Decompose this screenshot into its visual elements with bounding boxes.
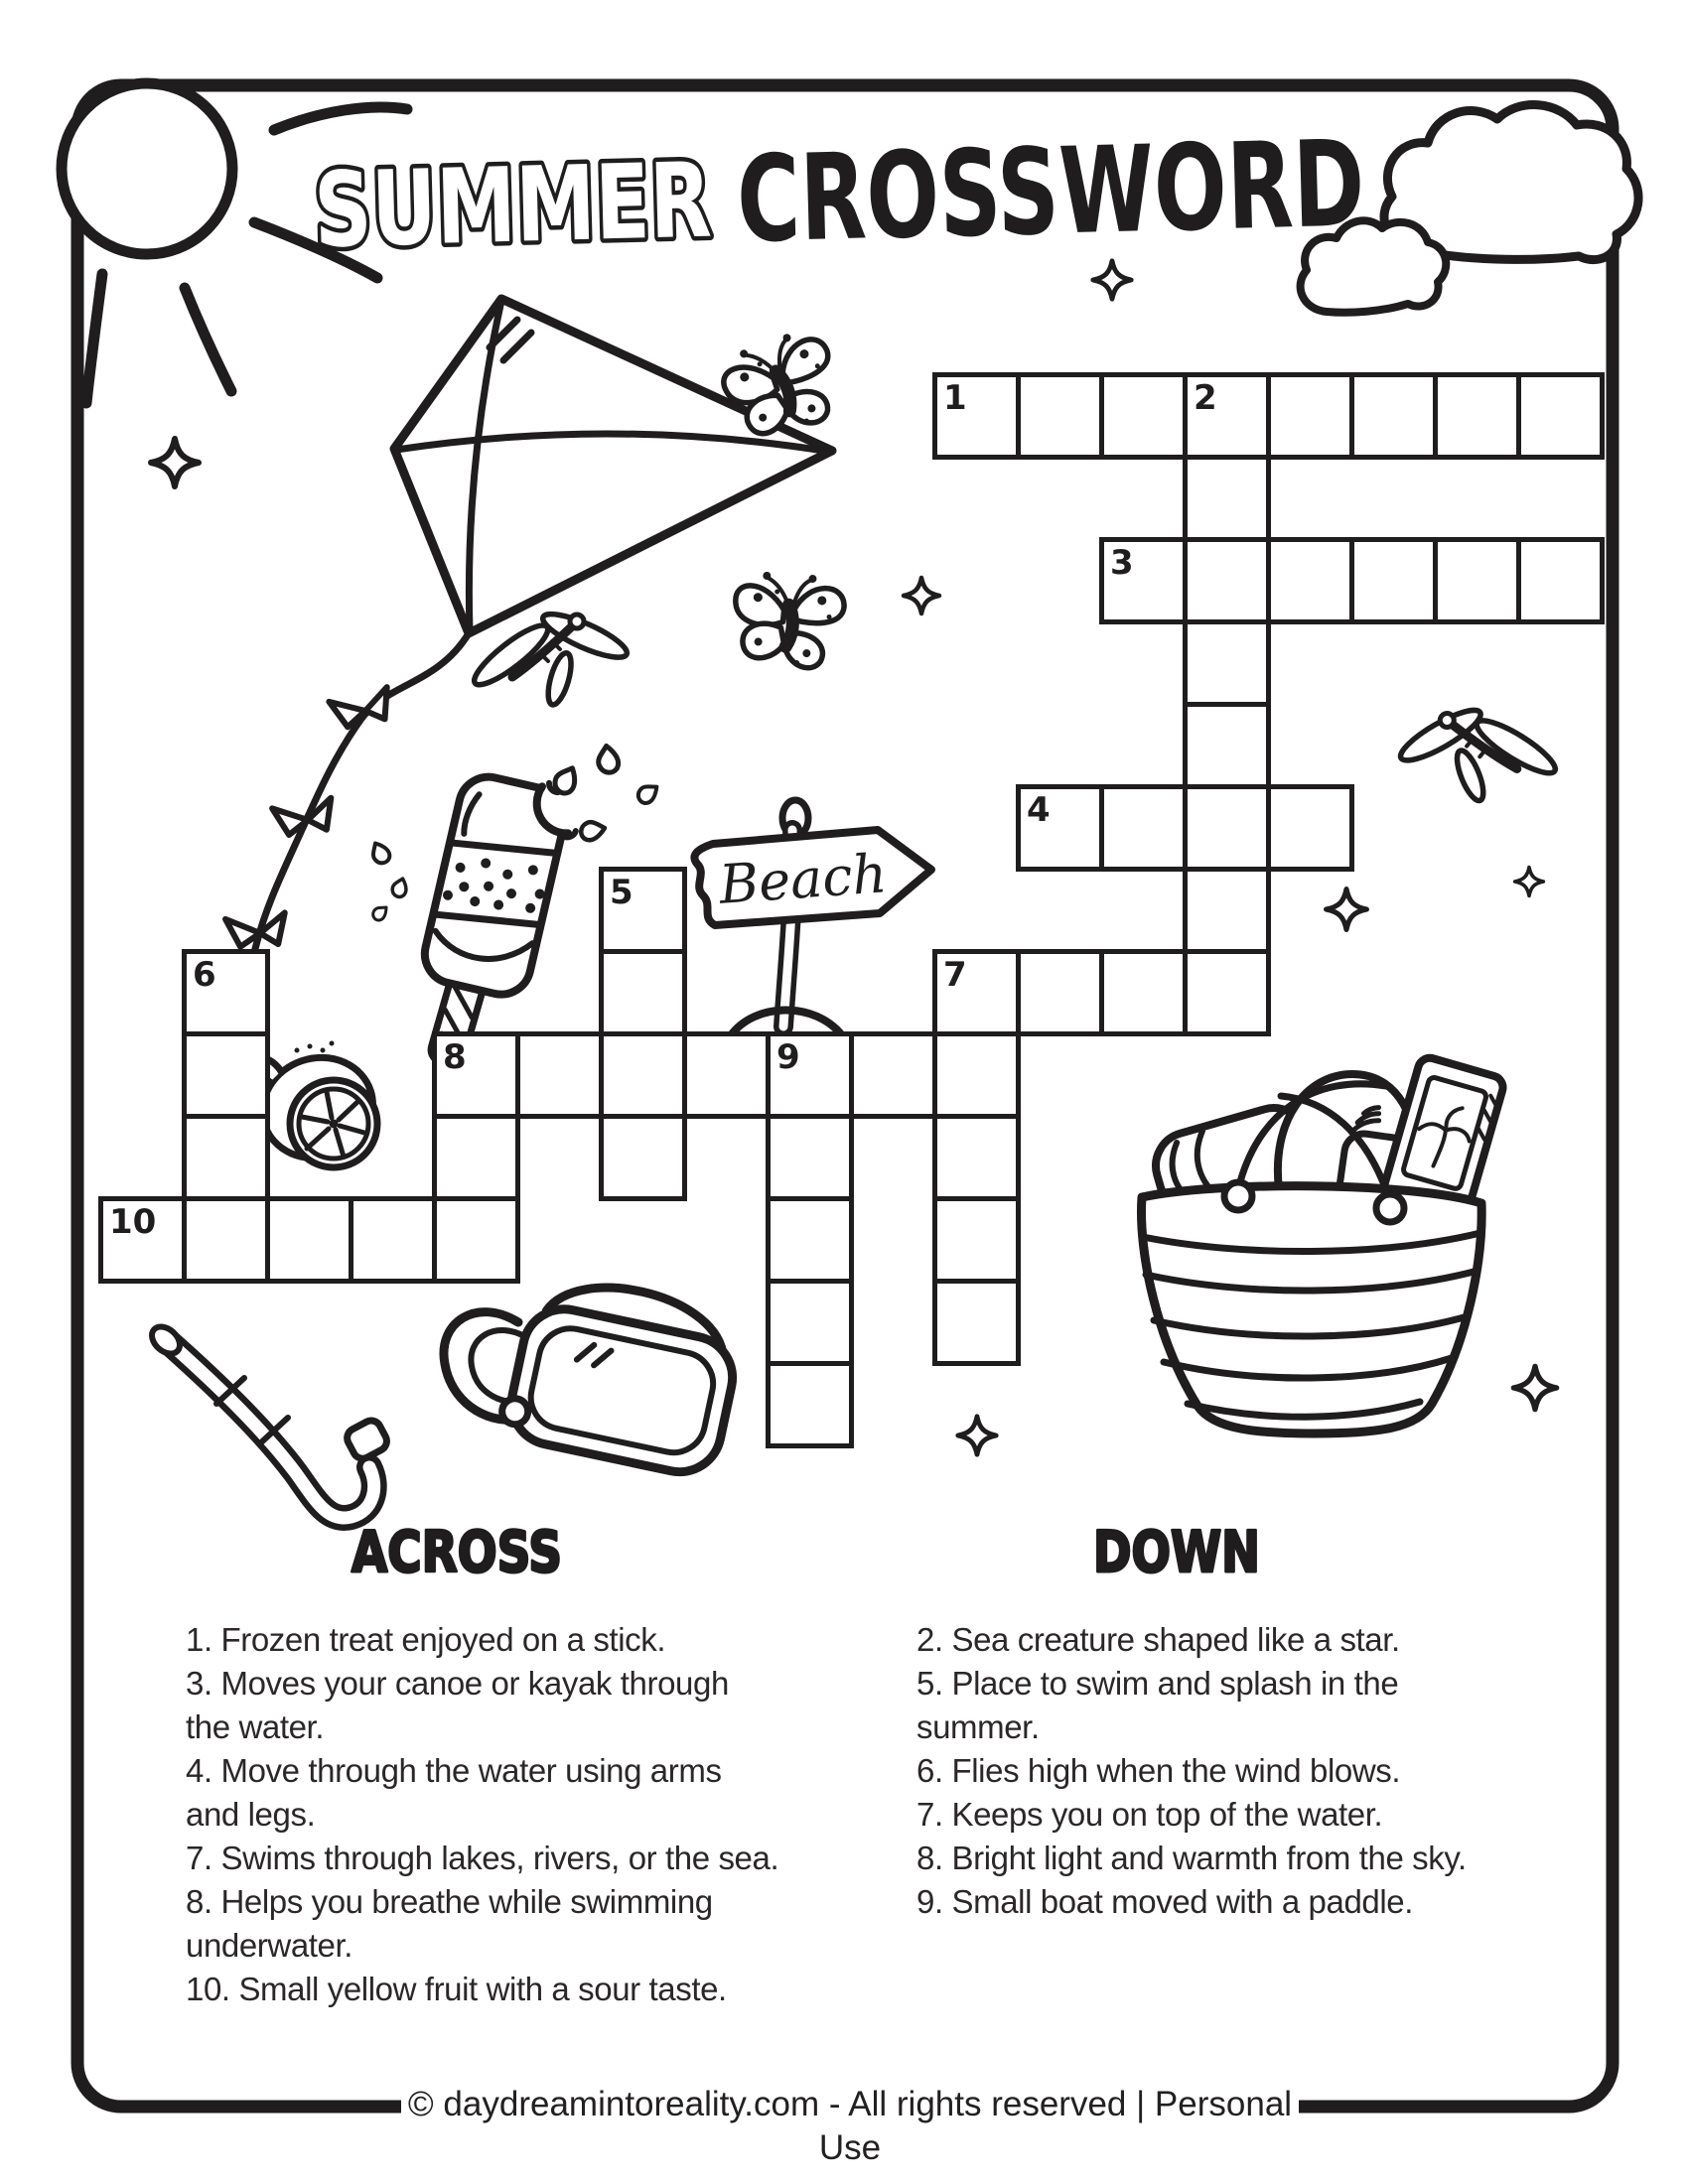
down-heading: DOWN [1093,1520,1260,1585]
clue-line: 1. Frozen treat enjoyed on a stick. [186,1621,666,1658]
clue-line: 9. Small boat moved with a paddle. [916,1883,1414,1920]
grid-cell[interactable] [932,1279,1021,1366]
clue-number: 2 [1194,378,1217,418]
clue-line: 4. Move through the water using arms [186,1752,722,1789]
page-title [312,108,1610,281]
clue-line: underwater. [186,1927,353,1964]
grid-cell[interactable] [932,1031,1021,1119]
beach-bag-icon [1141,1055,1505,1433]
clue-line: 10. Small yellow fruit with a sour taste. [186,1971,727,2007]
sparkle-icon [904,578,939,614]
grid-cell[interactable] [182,1196,270,1284]
grid-cell[interactable] [849,1031,937,1119]
beach-sign-label: Beach [717,842,890,916]
clue-number: 10 [109,1202,157,1242]
clue-line: 7. Swims through lakes, rivers, or the sea. [186,1840,779,1876]
grid-cell[interactable] [599,1114,687,1201]
grid-cell[interactable] [1183,455,1271,542]
grid-cell[interactable] [1266,537,1354,624]
title-word-crossword: CROSSWORD [735,108,1610,270]
clue-line: 3. Moves your canoe or kayak through [186,1665,729,1702]
grid-cell[interactable] [1516,537,1605,624]
clue-line: 5. Place to swim and splash in the [916,1665,1399,1702]
grid-cell[interactable] [1099,784,1188,872]
grid-cell[interactable] [766,1114,854,1201]
clue-line: 6. Flies high when the wind blows. [916,1752,1401,1789]
clue-number: 3 [1110,543,1134,583]
sparkle-icon [1093,261,1131,299]
grid-cell[interactable] [1433,537,1521,624]
grid-cell[interactable] [1266,784,1354,872]
clue-line: summer. [916,1708,1040,1745]
grid-cell[interactable] [1183,784,1271,872]
clue-line: 8. Helps you breathe while swimming [186,1883,713,1920]
clue-number: 9 [776,1037,800,1077]
snorkel-icon [147,1321,390,1518]
grid-cell[interactable] [1349,372,1438,460]
grid-cell[interactable] [349,1196,437,1284]
clue-number: 1 [943,378,967,418]
clue-line: and legs. [186,1796,316,1833]
sparkle-icon [1515,868,1544,896]
footer-credit: © daydreamintoreality.com - All rights reserved | Personal Use [407,2085,1293,2167]
clue-line: 8. Bright light and warmth from the sky. [916,1840,1467,1876]
grid-cell[interactable] [1183,949,1271,1036]
grid-cell[interactable] [766,1196,854,1284]
grid-cell[interactable] [265,1196,353,1284]
grid-cell[interactable] [182,1114,270,1201]
grid-cell[interactable] [682,1031,771,1119]
grid-cell[interactable] [932,1114,1021,1201]
grid-cell[interactable] [766,1279,854,1366]
clue-number: 4 [1027,790,1051,830]
dragonfly-icon [1391,694,1565,811]
clue-number: 6 [193,955,216,995]
grid-cell[interactable] [432,1196,520,1284]
grid-cell[interactable] [1433,372,1521,460]
grid-cell[interactable] [766,1361,854,1448]
across-heading: ACROSS [352,1520,562,1585]
grid-cell[interactable] [1183,867,1271,954]
title-word-summer: SUMMER [312,136,830,271]
grid-cell[interactable] [599,1031,687,1119]
across-clue-list [186,1618,881,2011]
clue-line: 7. Keeps you on top of the water. [916,1796,1383,1833]
beach-sign-icon [694,800,931,1035]
grid-cell[interactable] [1016,372,1104,460]
sparkle-icon [1327,889,1367,930]
clue-number: 5 [610,873,633,912]
sparkle-icon [1513,1366,1556,1409]
grid-cell[interactable] [432,1114,520,1201]
butterfly-icon [726,562,849,672]
down-clue-list [916,1618,1612,1924]
grid-cell[interactable] [932,1196,1021,1284]
kite-icon [198,299,832,1129]
clue-line: the water. [186,1708,325,1745]
clue-line: 2. Sea creature shaped like a star. [916,1621,1400,1658]
grid-cell[interactable] [1099,949,1188,1036]
grid-cell[interactable] [1099,372,1188,460]
grid-cell[interactable] [515,1031,604,1119]
grid-cell[interactable] [1516,372,1605,460]
grid-cell[interactable] [1016,949,1104,1036]
goggles-icon [444,1269,747,1480]
grid-cell[interactable] [1349,537,1438,624]
grid-cell[interactable] [1183,537,1271,624]
grid-cell[interactable] [182,1031,270,1119]
sparkle-icon [151,439,199,486]
clue-number: 8 [443,1037,467,1077]
grid-cell[interactable] [599,949,687,1036]
sparkle-icon [958,1417,996,1454]
grid-cell[interactable] [1266,372,1354,460]
grid-cell[interactable] [1183,619,1271,707]
grid-cell[interactable] [1183,702,1271,789]
clue-number: 7 [943,955,967,995]
